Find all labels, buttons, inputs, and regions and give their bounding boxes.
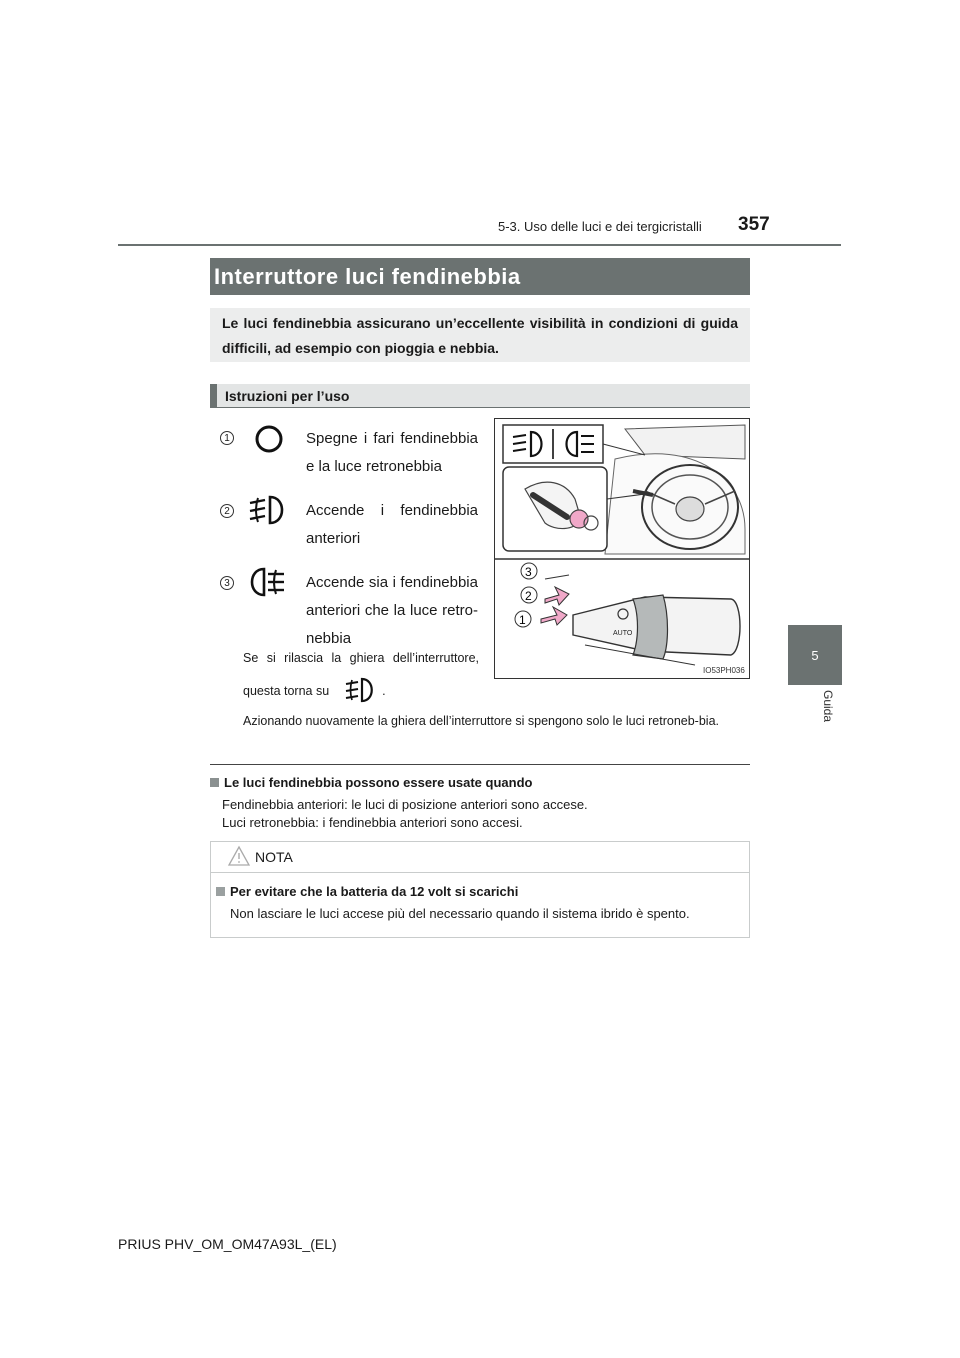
header-rule [118,244,841,246]
nota-body: Non lasciare le luci accese più del necessario quando il sistema ibrido è spento. [230,906,690,921]
subsection-accent [210,384,217,407]
page-title-text: Interruttore luci fendinebbia [214,263,521,289]
fog-switch-illustration [495,419,749,678]
page-title [210,258,750,295]
nota-heading-text: Per evitare che la batteria da 12 volt si scarichi [230,884,519,899]
section-divider [210,764,750,765]
subsection-title: Istruzioni per l’uso [225,388,350,404]
conditions-line-1: Fendinebbia anteriori: le luci di posizione anteriori sono accese. [222,797,588,812]
item-2-text [306,497,478,553]
rear-fog-icon [246,566,288,598]
nota-bullet [216,887,225,896]
item-2-line2: anteriori [306,530,361,547]
release-note-text: questa torna su [243,684,330,698]
again-note: Azionando nuovamente la ghiera dell’interruttore si spengono solo le luci retroneb-bia. [243,714,719,728]
callout-2: 2 [525,589,532,603]
item-2-line1: Accende i fendinebbia [306,502,478,519]
callout-3: 3 [525,565,532,579]
nota-heading [216,884,518,899]
release-note-period: . [382,684,386,698]
front-fog-inline-icon [343,677,377,703]
nota-box [210,841,750,938]
section-reference: 5-3. Uso delle luci e dei tergicristalli [498,219,702,234]
callout-1: 1 [519,613,526,627]
warning-icon [227,845,251,867]
item-3-line3: nebbia [306,630,352,647]
item-1-line1: Spegne i fari fendinebbia [306,430,478,447]
figure-code: IO53PH036 [703,666,745,675]
conditions-line-2: Luci retronebbia: i fendinebbia anteriori sono accesi. [222,815,523,830]
release-note-line2 [243,677,386,704]
fog-switch-figure [494,418,750,679]
bullet-square [210,778,219,787]
chapter-number: 5 [811,647,819,663]
item-1-line2: e la luce retronebbia [306,458,442,475]
item-number-1: 1 [220,431,234,445]
item-1-text [306,425,478,481]
item-3-line2: anteriori che la luce retro- [306,602,478,619]
conditions-heading [210,775,532,790]
conditions-heading-text: Le luci fendinebbia possono essere usate quando [224,775,533,790]
item-number-2: 2 [220,504,234,518]
auto-label: AUTO [613,630,633,637]
chapter-label: Guida [821,690,835,723]
item-number-3: 3 [220,576,234,590]
release-note-line1: Se si rilascia la ghiera dell’interruttore, [243,651,479,665]
item-3-line1: Accende sia i fendinebbia [306,574,478,591]
intro-box: Le luci fendinebbia assicurano un’eccellente visibilità in condizioni di guida difficili, ad esempio con pioggia e nebbia. [210,308,750,362]
fog-off-icon [254,424,284,454]
item-3-text [306,569,478,653]
subsection-header [210,384,750,408]
chapter-tab [788,625,842,685]
page-number: 357 [738,214,770,235]
front-fog-icon [246,494,288,526]
nota-label: NOTA [255,849,293,865]
nota-header [211,842,749,873]
footer-code: PRIUS PHV_OM_OM47A93L_(EL) [118,1236,337,1252]
